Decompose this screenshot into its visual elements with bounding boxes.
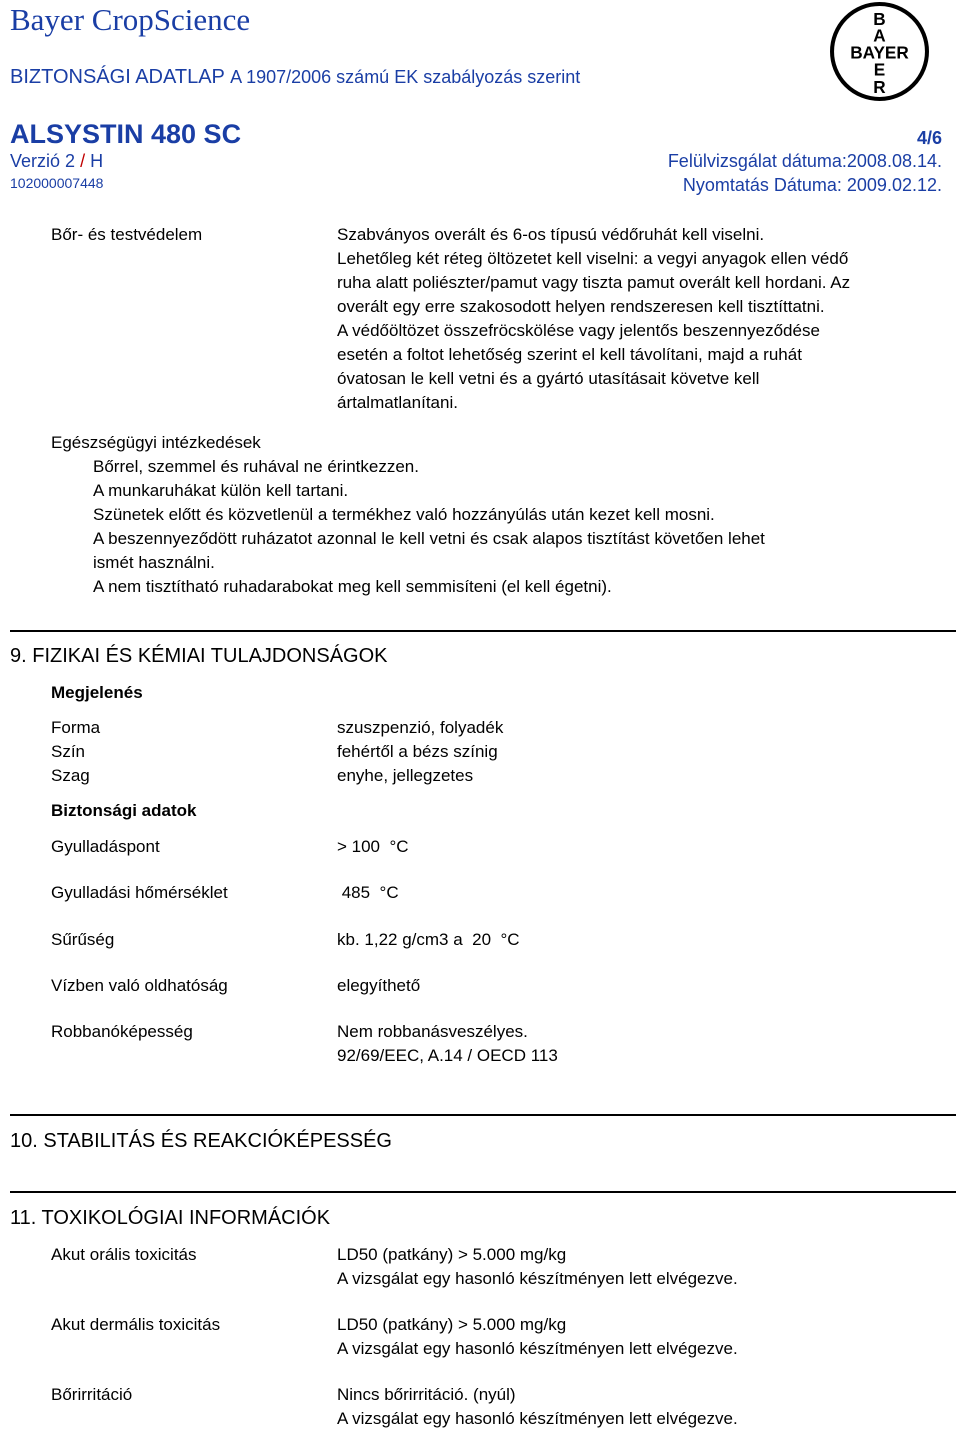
text-line: overált egy erre szakosodott helyen rendszeresen kell tisztíttatni. — [337, 297, 825, 316]
property-value: > 100 °C — [337, 837, 409, 856]
text-line: A védőöltözet összefröcskölése vagy jelentős beszennyeződése — [337, 321, 820, 340]
logo-letter-b: B — [873, 9, 886, 30]
document-type: BIZTONSÁGI ADATLAP — [10, 66, 225, 88]
text-line: A beszennyeződött ruházatot azonnal le kell vetni és csak alapos tisztítást követően lehet — [93, 529, 765, 548]
property-label: Forma — [51, 718, 101, 737]
section-divider — [10, 1191, 956, 1193]
logo-letter-e: E — [873, 59, 886, 80]
skin-protection-text — [337, 223, 850, 415]
tox-label: Akut orális toxicitás — [51, 1245, 197, 1264]
text-line: Lehetőleg két réteg öltözetet kell viselni: a vegyi anyagok ellen védő — [337, 249, 849, 268]
property-value: kb. 1,22 g/cm3 a 20 °C — [337, 930, 520, 949]
text-line: esetén a foltot lehetőség szerint el kell távolítani, majd a ruhát — [337, 345, 802, 364]
text-line: A munkaruhákat külön kell tartani. — [93, 481, 349, 500]
text-line: Szabványos overált és 6-os típusú védőruhát kell viselni. — [337, 225, 765, 244]
property-label: Robbanóképesség — [51, 1022, 193, 1041]
section-divider — [10, 1114, 956, 1116]
revision-date: Felülvizsgálat dátuma:2008.08.14. — [667, 151, 942, 171]
version-label: Verzió 2 — [10, 151, 76, 171]
print-date: Nyomtatás Dátuma: 2009.02.12. — [682, 175, 942, 195]
logo-letter-a: A — [873, 25, 886, 46]
text-line: ismét használni. — [93, 553, 215, 572]
tox-value: Nincs bőrirritáció. (nyúl) — [337, 1385, 516, 1404]
logo-letter-r: R — [873, 76, 886, 97]
document-number: 102000007448 — [10, 175, 104, 191]
property-label: Gyulladási hőmérséklet — [51, 883, 228, 902]
property-label: Sűrűség — [51, 930, 115, 949]
property-value: enyhe, jellegzetes — [337, 766, 474, 785]
logo-word-bayer: BAYER — [850, 42, 909, 63]
property-value: elegyíthető — [337, 976, 421, 995]
text-line: Szünetek előtt és közvetlenül a termékhez való hozzányúlás után kezet kell mosni. — [93, 505, 715, 524]
tox-value: LD50 (patkány) > 5.000 mg/kg — [337, 1245, 567, 1264]
section-10-title: 10. STABILITÁS ÉS REAKCIÓKÉPESSÉG — [10, 1130, 392, 1152]
version-line — [10, 151, 103, 172]
property-label: Szag — [51, 766, 90, 785]
regulation-reference: A 1907/2006 számú EK szabályozás szerint — [230, 67, 581, 87]
property-value: Nem robbanásveszélyes. — [337, 1022, 528, 1041]
hygiene-text — [93, 455, 765, 599]
bayer-logo — [829, 1, 930, 102]
appearance-title: Megjelenés — [51, 683, 143, 702]
section-11-title: 11. TOXIKOLÓGIAI INFORMÁCIÓK — [10, 1207, 331, 1229]
skin-protection-label: Bőr- és testvédelem — [51, 225, 203, 244]
tox-value: LD50 (patkány) > 5.000 mg/kg — [337, 1315, 567, 1334]
page-number: 4/6 — [916, 128, 942, 148]
property-label: Gyulladáspont — [51, 837, 160, 856]
tox-note: A vizsgálat egy hasonló készítményen lett elvégezve. — [337, 1269, 738, 1288]
safety-data-title: Biztonsági adatok — [51, 801, 197, 820]
section-divider — [10, 630, 956, 632]
property-value: fehértől a bézs színig — [337, 742, 498, 761]
product-name: ALSYSTIN 480 SC — [10, 119, 242, 149]
document-title — [10, 66, 580, 89]
tox-note: A vizsgálat egy hasonló készítményen lett elvégezve. — [337, 1339, 738, 1358]
text-line: ruha alatt poliészter/pamut vagy tiszta pamut overált kell hordani. Az — [337, 273, 851, 292]
text-line: A nem tisztítható ruhadarabokat meg kell semmisíteni (el kell égetni). — [93, 577, 612, 596]
text-line: óvatosan le kell vetni és a gyártó utasításait követve kell — [337, 369, 760, 388]
text-line: Bőrrel, szemmel és ruhával ne érintkezzen. — [93, 457, 419, 476]
version-separator: / — [80, 151, 86, 171]
tox-note: A vizsgálat egy hasonló készítményen lett elvégezve. — [337, 1409, 738, 1428]
property-label: Vízben való oldhatóság — [51, 976, 228, 995]
property-value: 485 °C — [337, 883, 399, 902]
text-line: ártalmatlanítani. — [337, 393, 458, 412]
property-value: szuszpenzió, folyadék — [337, 718, 504, 737]
version-language: H — [90, 151, 104, 171]
section-9-title: 9. FIZIKAI ÉS KÉMIAI TULAJDONSÁGOK — [10, 645, 388, 667]
tox-label: Akut dermális toxicitás — [51, 1315, 221, 1334]
hygiene-title: Egészségügyi intézkedések — [51, 433, 261, 452]
company-name: Bayer CropScience — [10, 2, 251, 37]
property-value-reference: 92/69/EEC, A.14 / OECD 113 — [337, 1046, 558, 1065]
property-label: Szín — [51, 742, 86, 761]
tox-label: Bőrirritáció — [51, 1385, 133, 1404]
